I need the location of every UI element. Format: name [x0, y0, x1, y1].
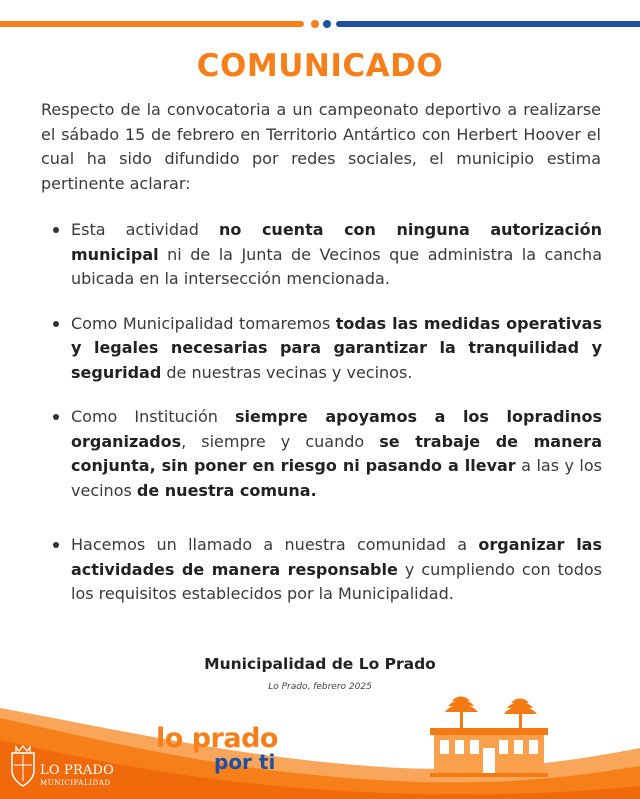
bullet-dot [53, 227, 59, 233]
municipality-logo-name: LO PRADO [40, 763, 115, 778]
bullet-bold-text: siempre apoyamos a los lopradinos organizados [71, 407, 602, 451]
bullet-bold-text: todas las medidas operativas y legales necesarias para garantizar la tranquilidad y seguridad [71, 313, 602, 382]
bullet-text: y cumpliendo con todos los requisitos establecidos por la Municipalidad. [71, 559, 603, 603]
orange-dot [311, 20, 319, 28]
bullet-item [52, 312, 602, 386]
bullet-text: Esta actividad [71, 220, 220, 239]
bullet-text: , siempre y cuando [181, 431, 380, 451]
bullet-bold-text: organizar las actividades de manera responsable [71, 535, 602, 579]
bullet-text: Como Institución [71, 407, 236, 426]
orange-stripe [0, 21, 304, 27]
bullet-text: Como Municipalidad tomaremos [71, 313, 336, 333]
bullet-text: ni de la Junta de Vecinos que administra la cancha ubicada en la intersección mencionada. [71, 244, 602, 288]
bullet-text: Hacemos un llamado a nuestra comunidad a [71, 535, 479, 554]
bullet-list [52, 218, 602, 607]
blue-dot [323, 20, 331, 28]
bullet-dot [53, 542, 59, 548]
bullet-bold-text: de nuestra comuna. [136, 480, 317, 500]
bullet-dot [53, 414, 59, 420]
bullet-item [52, 533, 602, 607]
brand-slogan-line2: por ti [214, 750, 276, 774]
bullet-text: a las y los vecinos [71, 456, 602, 500]
signature-name: Municipalidad de Lo Prado [204, 655, 436, 673]
bullet-bold-text: no cuenta con ninguna autorización municipal [71, 220, 602, 264]
intro-paragraph: Respecto de la convocatoria a un campeonato deportivo a realizarse el sábado 15 de febrero en Territorio Antártico con Herbert Hoover el cual ha sido difundido por redes sociales, el municipio estima pertinente aclarar: [41, 100, 601, 193]
tree-icon [445, 697, 478, 731]
signature-date: Lo Prado, febrero 2025 [268, 682, 372, 692]
municipal-crest-icon [8, 745, 38, 789]
page-title: COMUNICADO [196, 48, 444, 84]
tree-icon [504, 699, 537, 731]
brand-slogan-line1: lo prado [156, 723, 278, 754]
top-decorative-bar [0, 19, 640, 29]
bullet-item [52, 405, 602, 503]
municipality-logo-subtitle: MUNICIPALIDAD [40, 779, 111, 787]
bullet-text: de nuestras vecinas y vecinos. [161, 362, 413, 382]
bullet-dot [53, 321, 59, 327]
bullet-item [52, 218, 602, 292]
bullet-bold-text: se trabaje de manera conjunta, sin poner en riesgo ni pasando a llevar [71, 431, 602, 475]
building-icon [430, 728, 548, 777]
blue-stripe [336, 21, 640, 27]
